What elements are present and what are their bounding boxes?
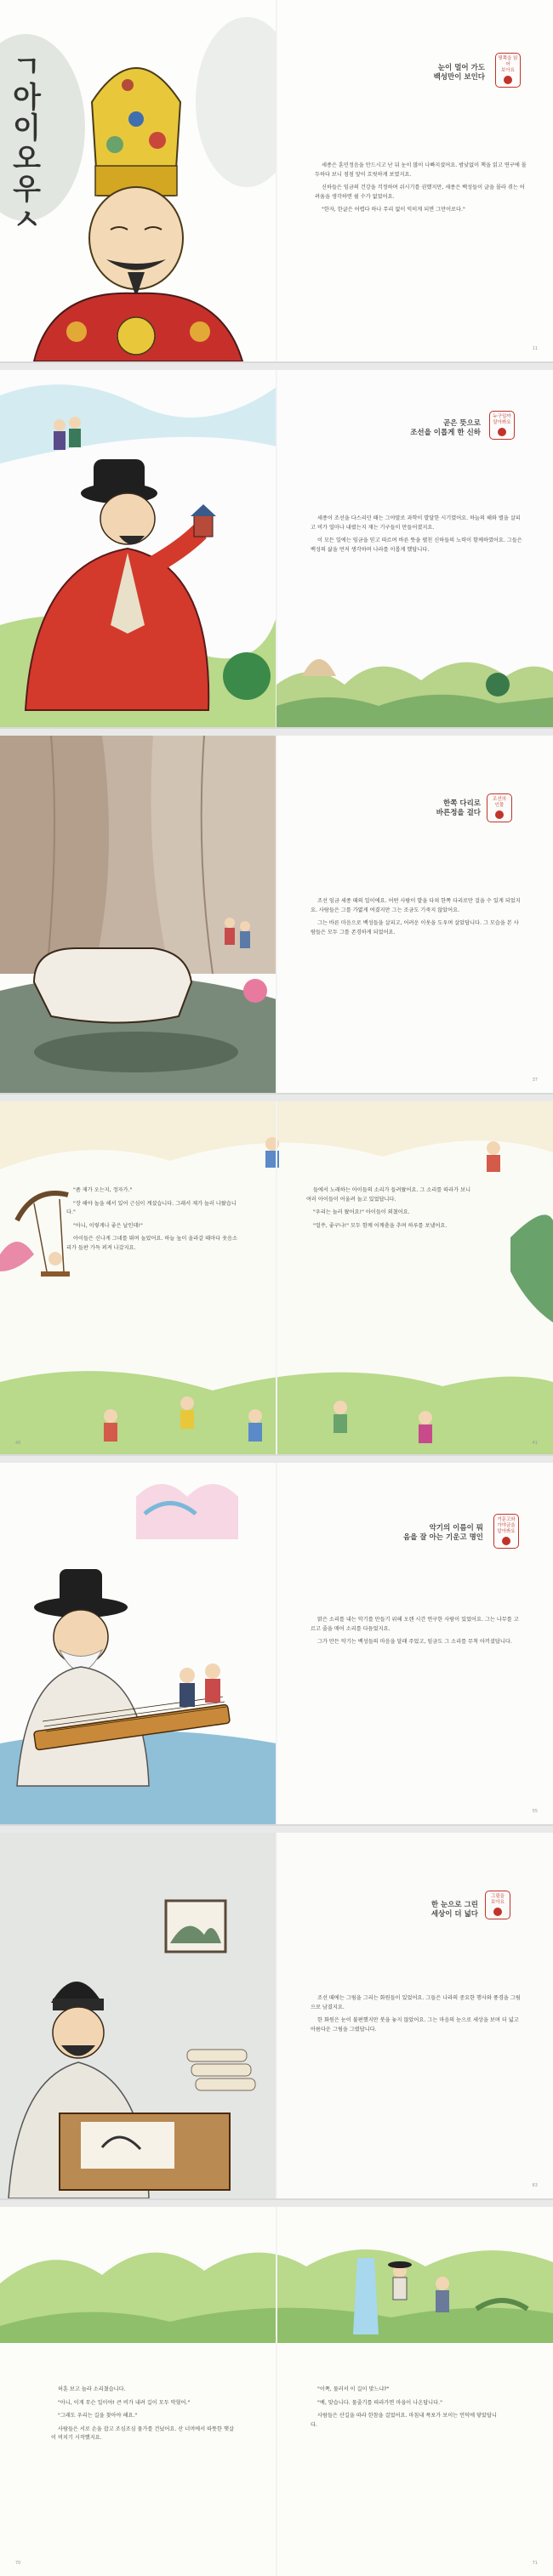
body-text-left xyxy=(51,2386,238,2448)
chapter-title xyxy=(357,64,485,82)
illustration-robe-and-foot xyxy=(0,736,276,1093)
gutter xyxy=(276,2207,277,2576)
paragraph: 허훈 보고 놀라 소리쳤습니다. xyxy=(58,2386,126,2392)
gutter xyxy=(276,1101,277,1454)
text-page xyxy=(276,1463,553,1824)
stamp-badge xyxy=(495,53,521,88)
stamp-seal-icon xyxy=(502,1537,510,1545)
spread-5 xyxy=(0,1463,553,1826)
chapter-title-line-1: 눈이 멀어 가도 xyxy=(437,64,485,72)
paragraph: "얼쑤, 좋구나!" 모두 함께 어깨춤을 추며 하루를 보냈어요. xyxy=(313,1222,448,1229)
paragraph: "한자, 한글은 어렵다 하나 무리 없이 익히게 되면 그만이로다." xyxy=(322,207,465,213)
paragraph: "이쪽, 물러서 이 길이 맞느냐?" xyxy=(317,2386,390,2392)
stamp-line-1: 거문고와 xyxy=(497,1517,516,1522)
paragraph: 신하들은 임금의 건강을 걱정하며 쉬시기를 권했지만, 세종은 백성들이 글을 몰라 겪는 어려움을 생각하면 쉴 수가 없었어요. xyxy=(315,185,525,200)
chapter-title-line-1: 한쪽 다리로 xyxy=(442,799,481,808)
body-text xyxy=(311,515,523,559)
body-text-left xyxy=(66,1186,241,1257)
paragraph: 들에서 노래하는 아이들의 소리가 들려왔어요. 그 소리를 따라가 보니 여러 아이들이 어울려 놀고 있었답니다. xyxy=(306,1187,471,1203)
spread-3 xyxy=(0,736,553,1095)
paragraph: 그가 만든 악기는 백성들의 마음을 달래 주었고, 임금도 그 소리를 무척 아끼셨답니다. xyxy=(317,1639,512,1645)
stamp-line-1: 누구일까 xyxy=(493,414,511,419)
spread-4 xyxy=(0,1101,553,1456)
stamp-line-1: 그림을 xyxy=(491,1894,505,1899)
stamp-line-2: 가야금을 xyxy=(497,1523,516,1528)
paragraph: "아니, 이게 무슨 일이야! 큰 비가 내려 길이 모두 막혔어." xyxy=(58,2399,191,2406)
page-number: 25 xyxy=(532,712,538,717)
body-text xyxy=(311,1994,523,2039)
stamp-badge xyxy=(487,793,512,822)
page-number-left: 70 xyxy=(15,2561,21,2566)
chapter-title xyxy=(342,1901,478,1919)
chapter-title-line-2: 백성만이 보인다 xyxy=(433,73,485,82)
page-number: 55 xyxy=(532,1809,538,1814)
chapter-title xyxy=(353,799,481,818)
illustration-official-with-tower xyxy=(0,370,276,727)
stamp-seal-icon xyxy=(498,428,506,436)
illustration-musician xyxy=(0,1463,276,1824)
paragraph: 사람들은 산길을 따라 한참을 걸었어요. 마침내 폭포가 보이는 언덕에 닿았답니다. xyxy=(311,2413,497,2428)
paragraph: "아니, 이렇게나 좋은 날인데!" xyxy=(73,1222,143,1229)
painter-illustration xyxy=(0,1833,276,2198)
paragraph: 한 화원은 눈이 불편했지만 붓을 놓지 않았어요. 그는 마음의 눈으로 세상을 보며 더 넓고 아름다운 그림을 그렸답니다. xyxy=(311,2017,519,2033)
page-number-left: 40 xyxy=(15,1441,21,1446)
chapter-title-line-1: 악기의 이름이 뭐 xyxy=(429,1524,483,1533)
page-number: 63 xyxy=(532,2183,538,2188)
stamp-line-3: 알아봐요 xyxy=(497,1529,516,1534)
paragraph: 조선 임금 세종 때의 일이에요. 어떤 사람이 발을 다쳐 한쪽 다리로만 걸을 수 있게 되었지요. 사람들은 그를 가엾게 여겼지만 그는 조금도 기죽지 않았어요. xyxy=(311,898,521,913)
chapter-title xyxy=(330,1524,483,1543)
stamp-badge xyxy=(493,1514,519,1549)
robe-illustration xyxy=(0,736,276,1093)
official-illustration xyxy=(0,370,276,727)
chapter-title-line-2: 세상이 더 넓다 xyxy=(430,1910,478,1919)
king-illustration xyxy=(0,0,276,361)
paragraph: 세종은 훈민정음을 만드시고 난 뒤 눈이 많이 나빠지셨어요. 밤낮없이 책을 읽고 연구에 몰두하다 보니 점점 앞이 흐릿하게 보였지요. xyxy=(315,162,527,178)
stamp-line-1: 뒷쪽을 읽어 xyxy=(498,56,518,67)
illustration-king-sejong xyxy=(0,0,276,361)
chapter-title xyxy=(345,419,481,438)
chapter-title-line-2: 바른정을 걸다 xyxy=(436,809,481,817)
text-page xyxy=(276,736,553,1093)
page-number-right: 71 xyxy=(532,2561,538,2566)
body-text xyxy=(311,897,523,941)
mountain-landscape xyxy=(276,625,553,727)
spread-2 xyxy=(0,370,553,729)
stamp-badge xyxy=(485,1891,510,1919)
stamp-seal-icon xyxy=(495,810,504,819)
text-page xyxy=(276,370,553,727)
stamp-seal-icon xyxy=(493,1908,502,1916)
body-text-right xyxy=(311,2386,498,2434)
paragraph: 그는 바른 마음으로 백성들을 살피고, 어려운 이웃을 도우며 살았답니다. 그 모습을 본 사람들은 모두 그를 존경하게 되었어요. xyxy=(311,920,519,935)
chapter-title-line-2: 음을 잘 아는 기운고 명인 xyxy=(403,1533,483,1542)
paragraph: "우리는 놀러 왔어요!" 아이들이 외쳤어요. xyxy=(313,1209,410,1215)
text-page xyxy=(276,1833,553,2198)
paragraph: 아이들은 신나게 그네를 뛰며 놀았어요. 하늘 높이 올라갈 때마다 웃음소리가 들판 가득 퍼져 나갔지요. xyxy=(66,1236,238,1251)
page-number-right: 41 xyxy=(532,1441,538,1446)
stamp-seal-icon xyxy=(504,76,512,84)
page-number: 37 xyxy=(532,1078,538,1083)
page-number: 11 xyxy=(532,346,538,351)
paragraph: 사람들은 서로 손을 잡고 조심조심 물가를 건넜어요. 산 너머에서 따뜻한 햇살이 비치기 시작했지요. xyxy=(51,2425,234,2441)
stamp-line-1: 조선의 xyxy=(493,797,506,802)
spread-6 xyxy=(0,1833,553,2200)
chapter-title-line-1: 곧은 뜻으로 xyxy=(442,419,481,428)
musician-illustration xyxy=(0,1463,276,1824)
chapter-title-line-1: 한 눈으로 그린 xyxy=(430,1901,478,1909)
paragraph: 조선 때에는 그림을 그리는 화원들이 있었어요. 그들은 나라의 중요한 행사와 풍경을 그림으로 남겼지요. xyxy=(311,1995,521,2010)
body-text-right xyxy=(306,1186,476,1235)
spread-1 xyxy=(0,0,553,363)
body-text xyxy=(311,1616,523,1652)
body-text xyxy=(315,162,527,219)
stamp-badge xyxy=(489,411,515,440)
paragraph: "장 해야 놀을 해서 있어 근심이 계셨습니다. 그래서 제가 놀러 나왔습니다." xyxy=(66,1200,237,1215)
stamp-line-2: 보아요 xyxy=(491,1900,505,1905)
paragraph: 맑은 소리를 내는 악기를 만들기 위해 오랜 시간 연구한 사람이 있었어요. 그는 나무를 고르고 줄을 매어 소리를 다듬었지요. xyxy=(311,1617,519,1632)
paragraph: "예, 맞습니다. 물줄기를 따라가면 마을이 나온답니다." xyxy=(317,2399,442,2406)
paragraph: 세종이 조선을 다스리던 때는 그야말로 과학이 발달한 시기였어요. 하늘의 해와 별을 살피고 비가 얼마나 내렸는지 재는 기구들이 만들어졌지요. xyxy=(311,515,521,531)
paragraph: "좀 재가 오는지, 정자가." xyxy=(73,1187,133,1193)
vertical-hangul-title: ㄱ아이오우ㅅ xyxy=(7,51,41,235)
stamp-line-2: 알아봐요 xyxy=(493,420,511,425)
spread-7 xyxy=(0,2207,553,2576)
text-page xyxy=(276,0,553,361)
illustration-painter xyxy=(0,1833,276,2198)
paragraph: "그래도 우리는 길을 찾아야 해요." xyxy=(58,2413,138,2419)
stamp-line-2: 인물 xyxy=(494,803,505,808)
paragraph: 이 모든 일에는 임금을 믿고 따르며 바른 뜻을 펼친 신하들의 노력이 함께하였어요. 그들은 백성의 삶을 먼저 생각하며 나라를 이롭게 했답니다. xyxy=(311,537,522,553)
chapter-title-line-2: 조선을 이롭게 한 신하 xyxy=(410,429,481,437)
stamp-line-2: 보아요 xyxy=(501,68,515,73)
